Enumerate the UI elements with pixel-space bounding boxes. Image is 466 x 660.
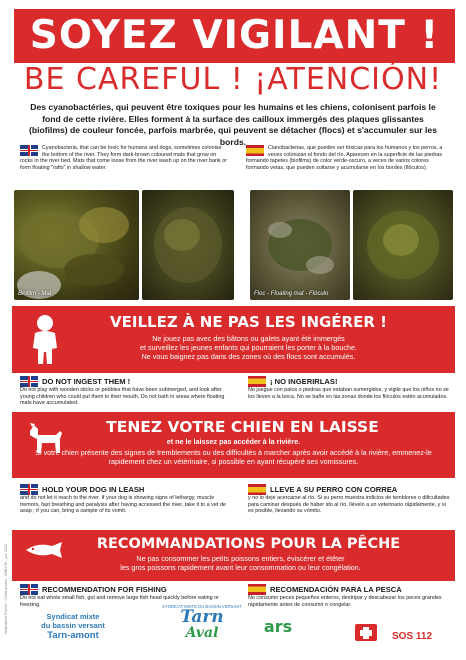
- dog-en-text: and do not let it reach to the river. If your dog is showing signs of lethargy, muscle tremors, fast breathing and paralysis after having accessed the river, take it to a vet de asap ; if you can, bring a sample of its vomit.: [20, 495, 226, 515]
- floc-photo-1: [250, 190, 350, 300]
- ingest-title: VEILLEZ À NE PAS LES INGÉRER !: [110, 313, 387, 331]
- dog-text: Si votre chien présente des signes de tremblements ou des difficultés à marcher après avoir accédé à la rivière, emmenez-le rapidement chez un vétérinaire, si possible en ayant récupéré ses vomissures.: [35, 448, 432, 467]
- ingest-es-title: ¡ NO INGERIRLAS!: [270, 377, 338, 386]
- ingest-en-title: DO NOT INGEST THEM !: [42, 377, 131, 386]
- info-en-text: Cyanobacteria, that can be toxic for humans and dogs, sometimes colonise the bottom of the river. They form dark-brown coloured mats that grow on rocks in the river bed. Mats that come loose from the river wash up on the river bank or form floating "rafts" in shallow water.: [20, 145, 228, 171]
- dog-en-title: HOLD YOUR DOG IN LEASH: [42, 485, 145, 494]
- dog-es-text: y no lo deje acercarse al río. Si su perro muestra indicios de temblores o dificultades para caminar después de haber ido al río, llévelo a un veterinario rápidamente, y si es posible, llevando su vómito.: [248, 495, 450, 515]
- tarn-aval-word-2: Aval: [185, 625, 219, 641]
- ars-logo: ars: [263, 617, 293, 636]
- fish-es-text: No consumir peces pequeños enteros, destripar y descabezar los peces grandes rápidamente antes de consumir o congelar.: [248, 595, 442, 608]
- biofilm-photo-1: [14, 190, 139, 300]
- poster-subtitle: BE CAREFUL ! ¡ATENCIÓN!: [23, 62, 443, 97]
- dog-es-block: [248, 484, 452, 515]
- ingest-line-3: Ne vous baignez pas dans des zones où des flocs sont accumulés.: [141, 352, 356, 361]
- uk-flag-icon: [20, 376, 38, 387]
- fish-es-title: RECOMENDACIÓN PARA LA PESCA: [270, 585, 402, 594]
- ingest-line-2: et surveillez les jeunes enfants qui pourraient les porter à la bouche.: [140, 343, 357, 352]
- floc-photo-2: [353, 190, 453, 300]
- poster-title: SOYEZ VIGILANT !: [29, 13, 440, 58]
- dog-banner: [12, 412, 455, 478]
- intro-paragraph: Des cyanobactéries, qui peuvent être toxiques pour les humains et les chiens, colonisent parfois le fond de cette rivière. Elles forment à la surface des cailloux immergés des plaques glissantes (biofilms) de couleur foncée, parfois marbrée, qui peuvent se détacher (flocs) et s'accumuler sur les bords.: [29, 102, 437, 147]
- dog-es-title: LLEVE A SU PERRO CON CORREA: [270, 485, 398, 494]
- info-es-text: Cianobacterias, que pueden ser tóxicas para los humanos y los perros, a veces colonizan el fondo del río. Aparecen en la superficie de las piedras formando tapetes (biofilms) de color verde-oscuro, a veces de varios colores formando vetas, que pueden soltarse y acumularse en los bordes (flóculos).: [246, 145, 443, 171]
- fish-en-text: Do not eat whole small fish, gut and remove large fish head quickly before eating or freezing.: [20, 595, 219, 608]
- fish-line-2: les gros poissons rapidement avant leur consommation ou leur congélation.: [120, 563, 361, 572]
- spain-flag-icon: [246, 145, 264, 156]
- sos-emergency-number: SOS 112: [392, 631, 433, 642]
- fish-line-1: Ne pas consommer les petits poissons entiers, éviscérer et étêter: [136, 554, 345, 563]
- dog-en-block: [20, 484, 230, 515]
- tarn-aval-logo: [142, 604, 262, 640]
- uk-flag-icon: [20, 145, 38, 156]
- ingest-en-text: Do not play with wooden sticks or pebbles that have been submerged, and look after young children who could put them to their mouth. Do not bath in areas where floating mats have accumulated.: [20, 387, 225, 407]
- syndicat-line-1: Syndicat mixte: [46, 612, 100, 621]
- biofilm-photo-2: [142, 190, 234, 300]
- ingest-es-text: No juegue con palos o piedras que estaban sumergidos, y vigile que los niños no se los lleven a la boca. No se bañe en las zonas donde los flóculos estén acumulados.: [248, 387, 449, 400]
- syndicat-line-2: du bassin versant: [41, 621, 105, 630]
- ingest-en-block: [20, 376, 230, 407]
- syndicat-tarn-amont-logo: [28, 612, 118, 641]
- spain-flag-icon: [248, 484, 266, 495]
- ingest-line-1: Ne jouez pas avec des bâtons ou galets ayant été immergés: [152, 334, 345, 343]
- ingest-es-block: [248, 376, 452, 400]
- info-es-block: [246, 145, 451, 171]
- fish-en-title: RECOMMENDATION FOR FISHING: [42, 585, 167, 594]
- uk-flag-icon: [20, 484, 38, 495]
- title-banner: [14, 9, 455, 63]
- ingest-banner: [12, 306, 455, 373]
- photo-credit: Illustrations Rivière - Crédit photos : SMBVTA - juin 2022: [4, 543, 8, 634]
- ambulance-icon: [354, 621, 378, 643]
- syndicat-line-3: Tarn-amont: [47, 630, 99, 641]
- spain-flag-icon: [248, 584, 266, 595]
- floc-label: Floc - Floating mat - Flóculo: [254, 291, 329, 297]
- fish-banner: [12, 530, 455, 581]
- dog-subtitle: et ne le laissez pas accéder à la rivière.: [166, 437, 301, 446]
- spain-flag-icon: [248, 376, 266, 387]
- info-en-block: [20, 145, 228, 171]
- fish-title: RECOMMANDATIONS POUR LA PÊCHE: [96, 536, 401, 552]
- fish-es-block: [248, 584, 452, 608]
- biofilm-label: Biofilm - Mat: [18, 291, 52, 297]
- dog-title: TENEZ VOTRE CHIEN EN LAISSE: [106, 418, 379, 436]
- tarn-aval-word-1: Tarn: [180, 607, 224, 627]
- uk-flag-icon: [20, 584, 38, 595]
- tarn-aval-caption: SYNDICAT MIXTE DU BASSIN VERSANT: [162, 604, 242, 609]
